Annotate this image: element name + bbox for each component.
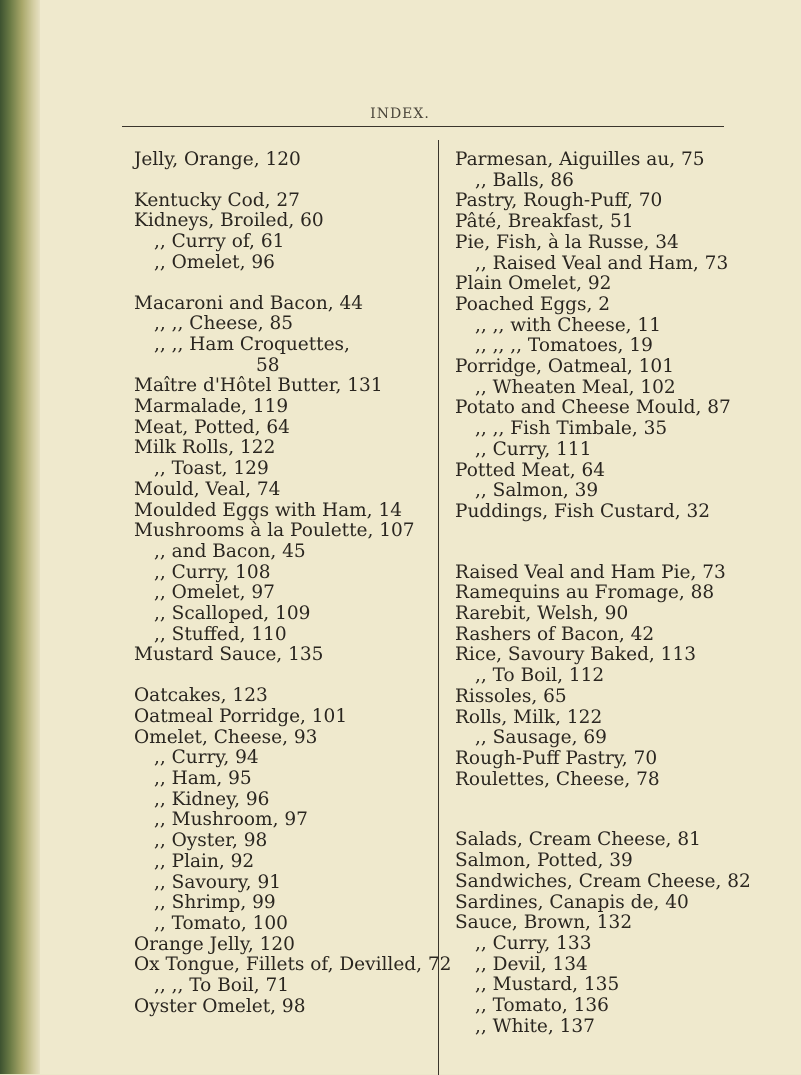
index-entry: ,, Curry, 133 [475,932,592,954]
index-entry: ,, Sausage, 69 [475,727,607,749]
index-entry: ,, Plain, 92 [154,850,255,872]
index-entry: ,, ,, ,, Tomatoes, 19 [475,335,653,357]
index-entry: Sardines, Canapis de, 40 [455,891,689,913]
index-entry: Mustard Sauce, 135 [134,644,324,666]
index-entry: Sauce, Brown, 132 [455,912,633,934]
index-entry: Mushrooms à la Poulette, 107 [134,520,415,542]
index-entry: ,, Savoury, 91 [154,871,281,893]
section-gap [134,666,434,686]
index-entry: Moulded Eggs with Ham, 14 [134,499,402,521]
index-entry: ,, Omelet, 97 [154,582,275,604]
section-gap [455,523,755,543]
index-entry: ,, Devil, 134 [475,953,588,975]
index-entry: Sandwiches, Cream Cheese, 82 [455,870,751,892]
index-entry: ,, Mushroom, 97 [154,809,308,831]
index-entry: Maître d'Hôtel Butter, 131 [134,375,383,397]
index-entry: Raised Veal and Ham Pie, 73 [455,561,726,583]
index-entry: Potato and Cheese Mould, 87 [455,397,731,419]
index-entry: Milk Rolls, 122 [134,437,276,459]
index-entry: ,, Curry, 108 [154,561,271,583]
index-entry: ,, Scalloped, 109 [154,603,311,625]
section-gap [134,274,434,294]
index-entry: ,, Ham, 95 [154,767,252,789]
index-entry: Rough-Puff Pastry, 70 [455,747,658,769]
index-entry: Poached Eggs, 2 [455,293,611,315]
index-entry: ,, Tomato, 136 [475,995,609,1017]
index-entry: Porridge, Oatmeal, 101 [455,356,674,378]
index-entry: Rissoles, 65 [455,685,567,707]
index-entry: 58 [256,354,280,376]
index-entry: ,, Raised Veal and Ham, 73 [475,252,729,274]
index-entry: Parmesan, Aiguilles au, 75 [455,149,705,170]
section-gap [455,790,755,810]
index-page [40,0,801,1074]
header-rule [122,126,724,127]
index-entry: ,, Mustard, 135 [475,974,620,996]
index-entry: Pâté, Breakfast, 51 [455,211,634,233]
index-entry: Mould, Veal, 74 [134,478,281,500]
index-entry: Kidneys, Broiled, 60 [134,210,324,232]
index-entry: Oyster Omelet, 98 [134,995,306,1017]
section-gap [455,543,755,563]
index-entry: ,, Curry, 94 [154,747,259,769]
index-entry: ,, Toast, 129 [154,458,269,480]
page-title: INDEX. [370,106,430,122]
index-entry: Kentucky Cod, 27 [134,189,300,211]
index-entry: Ox Tongue, Fillets of, Devilled, 72 [134,954,452,976]
index-entry: ,, Curry of, 61 [154,231,285,253]
index-entry: Rolls, Milk, 122 [455,706,603,728]
index-entry: Puddings, Fish Custard, 32 [455,500,711,522]
column-divider [438,140,439,1075]
index-entry: ,, Stuffed, 110 [154,623,287,645]
index-entry: ,, and Bacon, 45 [154,540,306,562]
index-entry: Rice, Savoury Baked, 113 [455,644,696,666]
index-entry: ,, ,, To Boil, 71 [154,975,290,997]
index-entry: ,, Kidney, 96 [154,788,270,810]
index-entry: ,, Balls, 86 [475,169,574,191]
index-entry: Oatmeal Porridge, 101 [134,705,348,727]
index-entry: Macaroni and Bacon, 44 [134,292,364,314]
index-entry: ,, Curry, 111 [475,438,592,460]
index-entry: ,, Omelet, 96 [154,251,275,273]
index-entry: Omelet, Cheese, 93 [134,726,318,748]
index-entry: ,, White, 137 [475,1015,595,1037]
index-entry: Potted Meat, 64 [455,459,606,481]
index-entry: ,, ,, with Cheese, 11 [475,314,661,336]
index-entry: Rashers of Bacon, 42 [455,623,655,645]
section-gap [455,810,755,830]
index-entry: ,, Salmon, 39 [475,480,599,502]
index-entry: Roulettes, Cheese, 78 [455,768,660,790]
index-entry: Pie, Fish, à la Russe, 34 [455,231,679,253]
index-column-right [455,150,755,1037]
index-entry: ,, To Boil, 112 [475,665,605,687]
index-entry: Plain Omelet, 92 [455,273,612,295]
index-entry: ,, Oyster, 98 [154,830,268,852]
index-entry: ,, Tomato, 100 [154,912,288,934]
index-entry: ,, ,, Fish Timbale, 35 [475,418,668,440]
index-entry: Jelly, Orange, 120 [134,149,301,170]
index-entry: Salads, Cream Cheese, 81 [455,829,701,851]
index-entry: Meat, Potted, 64 [134,416,290,438]
index-entry: ,, ,, Ham Croquettes, [154,333,350,355]
page-edge-shadow [0,0,40,1074]
index-entry: ,, Shrimp, 99 [154,892,276,914]
index-entry: ,, Wheaten Meal, 102 [475,376,676,398]
index-entry: Salmon, Potted, 39 [455,850,633,872]
index-entry: Ramequins au Fromage, 88 [455,582,715,604]
index-entry: Oatcakes, 123 [134,685,268,707]
index-column-left [134,149,452,1017]
index-entry: Orange Jelly, 120 [134,933,295,955]
index-entry: Marmalade, 119 [134,396,289,418]
index-entry: Rarebit, Welsh, 90 [455,603,629,625]
index-entry: Pastry, Rough-Puff, 70 [455,190,663,212]
section-gap [134,171,434,191]
index-entry: ,, ,, Cheese, 85 [154,313,293,335]
